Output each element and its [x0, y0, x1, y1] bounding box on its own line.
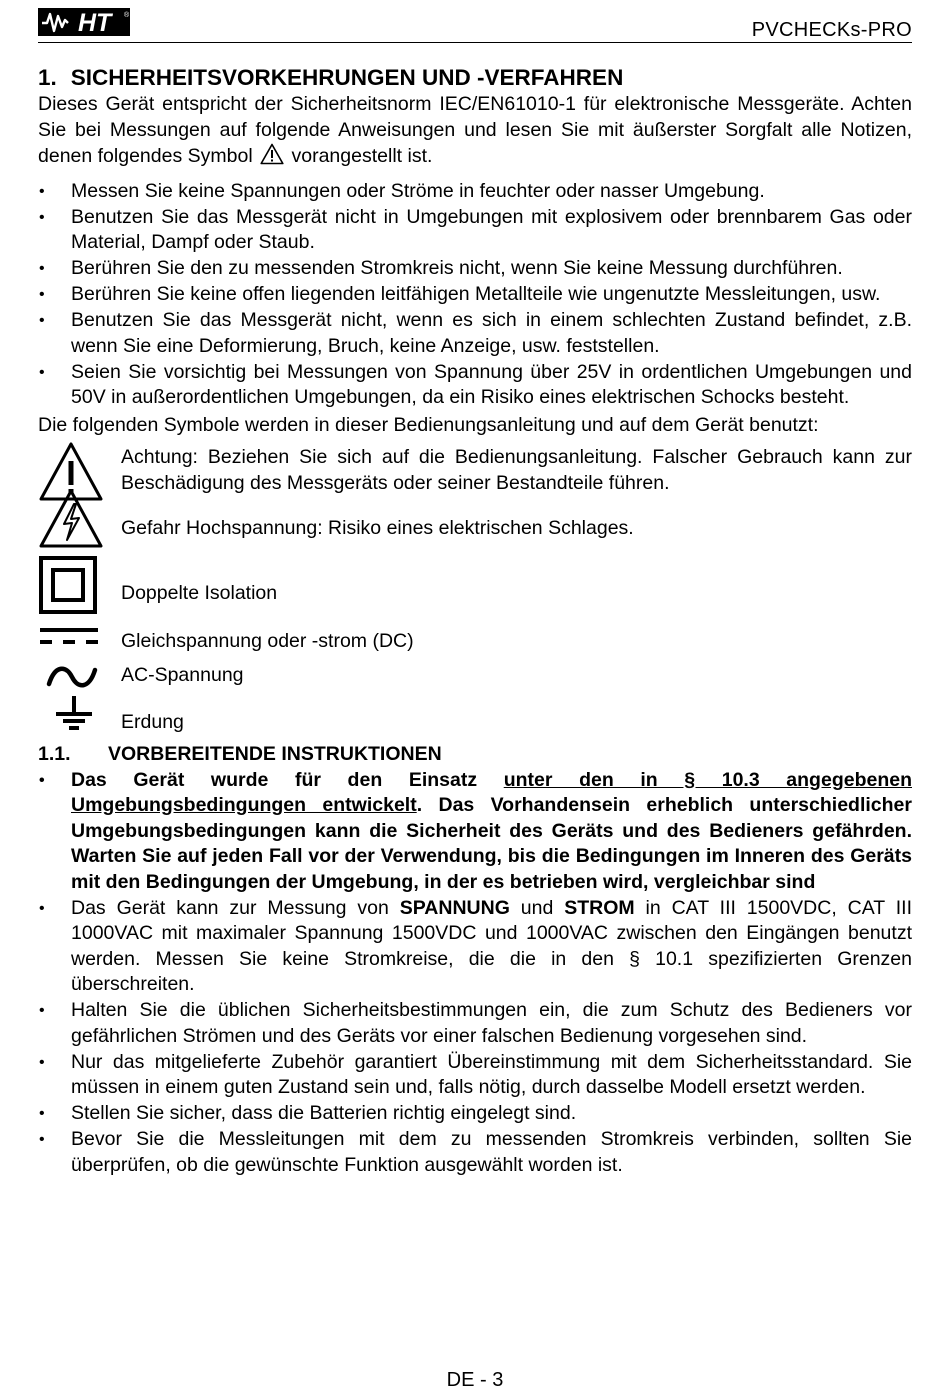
svg-text:HT: HT	[78, 9, 112, 36]
page-header	[38, 4, 912, 43]
symbol-row-warning: Achtung: Beziehen Sie sich auf die Bedienungsanleitung. Falscher Gebrauch kann zur Beschädigung des Messgeräts oder seiner Bestandteile führen.	[38, 445, 912, 503]
intro-text-a: Dieses Gerät entspricht der Sicherheitsnorm IEC/EN61010-1 für elektronische Messgeräte. Achten Sie bei Messungen auf folgende Anweisungen und lesen Sie mit äußerster Sorgfalt alle Notizen, denen folgendes Symbol	[38, 93, 912, 167]
list-item: • Nur das mitgelieferte Zubehör garantiert Übereinstimmung mit dem Sicherheitsstandard. Sie müssen in einem guten Zustand sein und, falls nötig, durch dasselbe Modell ersetzt werden.	[39, 1050, 912, 1098]
intro-text-b: vorangestellt ist.	[291, 145, 433, 167]
svg-text:®: ®	[124, 12, 130, 19]
list-item: • Berühren Sie den zu messenden Stromkreis nicht, wenn Sie keine Messung durchführen.	[39, 257, 843, 279]
list-item: • Berühren Sie keine offen liegenden leitfähigen Metallteile wie ungenutzte Messleitungen, usw.	[39, 283, 881, 305]
subsection-title: VORBEREITENDE INSTRUKTIONEN	[108, 743, 442, 765]
ht-logo	[38, 8, 130, 41]
subsection-heading	[38, 742, 912, 768]
symbol-row-ac: AC-Spannung	[38, 663, 912, 703]
symbols-intro: Die folgenden Symbole werden in dieser Bedienungsanleitung und auf dem Gerät benutzt:	[38, 413, 819, 436]
symbol-row-double-insulation: Doppelte Isolation	[38, 581, 912, 621]
safety-list	[38, 179, 912, 411]
symbol-row-high-voltage: Gefahr Hochspannung: Risiko eines elektrischen Schlages.	[38, 516, 912, 566]
page-content	[38, 64, 912, 1179]
dc-icon	[38, 625, 100, 657]
symbol-row-ground: Erdung	[38, 710, 912, 740]
double-insulation-icon	[38, 555, 98, 623]
section-heading	[38, 64, 912, 92]
list-item: • Seien Sie vorsichtig bei Messungen von Spannung über 25V in ordentlichen Umgebungen und 50V in außerordentlichen Umgebungen, da ein Risiko eines elektrischen Schocks besteht.	[39, 360, 912, 408]
list-item: • Halten Sie die üblichen Sicherheitsbestimmungen ein, die zum Schutz des Bedieners vor gefährlichen Strömen und des Geräts vor einer falschen Bedienung vorgesehen sind.	[39, 999, 912, 1047]
page-number: DE - 3	[446, 1369, 504, 1391]
symbol-row-dc: Gleichspannung oder -strom (DC)	[38, 629, 912, 659]
list-item: • Benutzen Sie das Messgerät nicht in Umgebungen mit explosivem oder brennbarem Gas oder Material, Dampf oder Staub.	[39, 205, 912, 253]
intro-paragraph	[38, 92, 912, 173]
warning-triangle-icon	[260, 143, 284, 173]
section-number: 1.	[38, 65, 57, 90]
high-voltage-icon	[38, 488, 104, 558]
list-item: • Bevor Sie die Messleitungen mit dem zu messenden Stromkreis verbinden, sollten Sie überprüfen, ob die gewünschte Funktion ausgewählt worden ist.	[39, 1128, 912, 1176]
list-item: • Stellen Sie sicher, dass die Batterien richtig eingelegt sind.	[39, 1102, 577, 1124]
subsection-number: 1.1.	[38, 743, 71, 765]
list-item: • Benutzen Sie das Messgerät nicht, wenn es sich in einem schlechten Zustand befindet, z.B. wenn Sie eine Deformierung, Bruch, keine Anzeige, usw. feststellen.	[39, 309, 912, 357]
list-item: • Das Gerät kann zur Messung von SPANNUNG und STROM in CAT III 1500VDC, CAT III 1000VAC mit maximaler Spannung 1500VDC und 1000VAC zwischen den Eingängen benutzt werden. Messen Sie keine Stromkreise, die die in den § 10.1 spezifizierten Grenzen überschreiten.	[39, 896, 912, 995]
section-title: SICHERHEITSVORKEHRUNGEN UND -VERFAHREN	[70, 65, 624, 90]
ground-icon	[54, 694, 94, 742]
list-item: • Messen Sie keine Spannungen oder Ströme in feuchter oder nasser Umgebung.	[39, 179, 765, 202]
product-name: PVCHECKs-PRO	[751, 19, 912, 41]
instructions-list	[38, 768, 912, 1179]
list-item: • Das Gerät wurde für den Einsatz unter den in § 10.3 angegebenen Umgebungsbedingungen entwickelt. Das Vorhandensein erheblich unterschiedlicher Umgebungsbedingungen kann die Sicherheit des Geräts und des Bedieners gefährden. Warten Sie auf jeden Fall vor der Verwendung, bis die Bedingungen im Inneren des Geräts mit den Bedingungen der Umgebung, in der es betrieben wird, vergleichbar sind	[39, 768, 912, 893]
